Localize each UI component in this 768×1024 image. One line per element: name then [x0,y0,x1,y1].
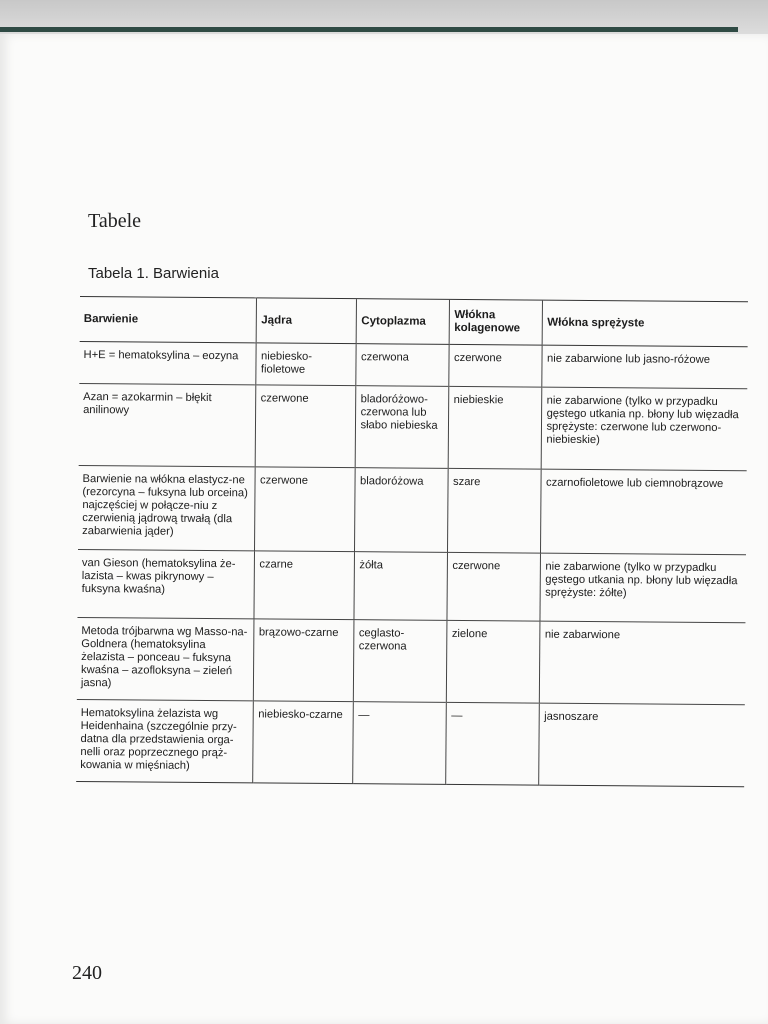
table-cell: czerwone [254,467,355,552]
table-cell: czerwone [255,385,356,468]
column-header: Barwienie [80,296,256,342]
table-cell: nie zabarwione (tylko w przypadku gęstego utkania np. błony lub więzadła sprężyste: żółte) [539,553,746,623]
page-number: 240 [72,962,102,984]
table-cell: żółta [353,552,447,621]
table-cell: ceglasto-czerwona [353,620,447,703]
table-cell: czerwone [448,344,541,387]
column-header: Włókna kolagenowe [449,299,542,345]
table-cell: Metoda trójbarwna wg Masso-na-Goldnera (hematoksylina żelazista – ponceau – fuksyna kwaśna – azofloksyna – zieleń jasna) [77,617,254,700]
table-row [76,699,745,786]
table-row [79,383,748,470]
table-cell: niebieskie [448,386,542,469]
table-cell: Hematoksylina żelazista wg Heidenhaina (szczególnie przy-datna dla przedstawienia orga-nelli oraz poprzecznego prąż-kowania w mięśniach) [76,699,253,782]
table-cell: van Gieson (hematoksylina że-lazista – kwas pikrynowy – fuksyna kwaśna) [77,549,254,618]
staining-table [76,296,748,787]
table-cell: bladoróżowo-czerwona lub słabo niebieska [355,386,449,469]
table-cell: Azan = azokarmin – błękit anilinowy [79,383,256,466]
table-cell: czerwone [446,552,540,621]
table-cell: brązowo-czarne [253,619,354,702]
table-cell: czarne [253,551,354,620]
table-cell: nie zabarwione [539,621,746,705]
table-cell: nie zabarwione lub jasno-różowe [541,345,747,389]
table-cell: szare [447,468,541,553]
table-cell: niebiesko-czarne [252,701,353,784]
table-row [77,617,746,704]
table-cell: czerwona [355,344,448,387]
table-cell: zielone [446,620,540,703]
table-cell: czarnofioletowe lub ciemnobrązowe [540,469,747,555]
column-header: Włókna sprężyste [542,300,748,347]
table-row [77,549,746,622]
table-cell: bladoróżowa [354,468,448,553]
table-cell: jasnoszare [538,703,745,787]
table-cell: niebiesko-fioletowe [255,343,355,386]
column-header: Jądra [256,298,356,344]
section-title: Tabele [88,210,142,232]
table-title: Tabela 1. Barwienia [88,265,219,282]
table-row [78,465,747,554]
table-cell: nie zabarwione (tylko w przypadku gęstego utkania np. błony lub więzadła sprężyste: czerwone lub czerwono-niebieskie) [541,387,748,471]
table-cell: H+E = hematoksylina – eozyna [83,349,239,363]
table-cell: — [445,702,539,785]
table-header-row [80,296,748,346]
table-cell: — [352,702,446,785]
scan-background-edge [0,0,768,34]
table-row [79,341,747,388]
column-header: Cytoplazma [356,299,449,345]
table-cell: Barwienie na włókna elastycz-ne (rezorcyna – fuksyna lub orceina) najczęściej w połącze-niu z czerwienią jądrową trwałą (dla zabarwienia jąder) [78,465,255,550]
